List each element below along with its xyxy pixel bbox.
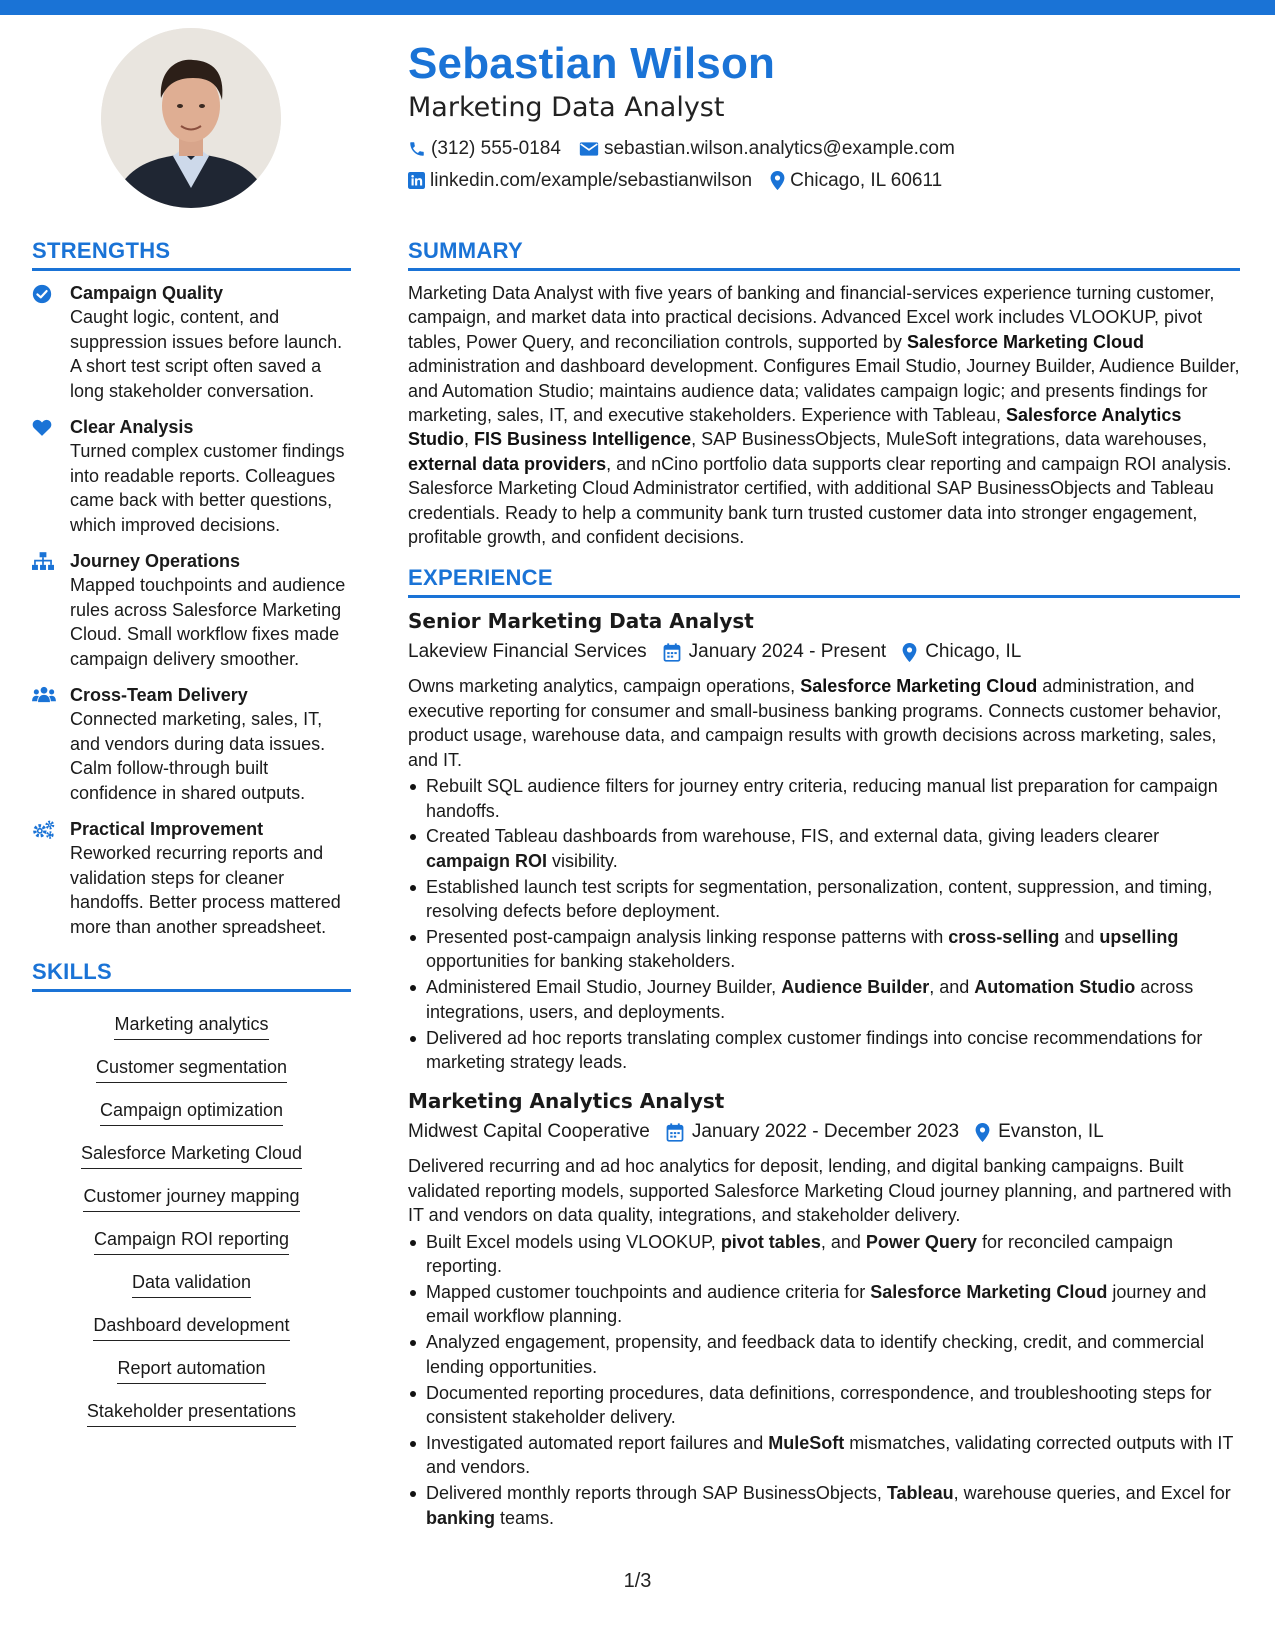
linkedin-icon xyxy=(408,172,425,189)
bullet-item: Created Tableau dashboards from warehouse, FIS, and external data, giving leaders clearer campaign ROI visibility. xyxy=(408,824,1240,873)
strength-item xyxy=(32,415,351,537)
skill-item: Campaign ROI reporting xyxy=(94,1227,289,1255)
map-pin-icon xyxy=(975,1123,990,1142)
strength-item xyxy=(32,281,351,403)
strengths-heading: STRENGTHS xyxy=(32,238,351,271)
job-description: Delivered recurring and ad hoc analytics for deposit, lending, and digital banking campaigns. Built validated reporting models, supported Salesforce Marketing Cloud journey planning, and partnered with IT and vendors on data quality, integrations, and stakeholder delivery. xyxy=(408,1156,1232,1226)
bullet-item: Documented reporting procedures, data definitions, correspondence, and troubleshooting steps for consistent stakeholder delivery. xyxy=(408,1381,1240,1430)
job-location: Evanston, IL xyxy=(975,1120,1104,1144)
strength-item xyxy=(32,683,351,805)
heart-icon xyxy=(32,418,52,437)
strength-desc: Connected marketing, sales, IT, and vendors during data issues. Calm follow-through built confidence in shared outputs. xyxy=(70,709,326,803)
job-dates: January 2022 - December 2023 xyxy=(666,1120,959,1144)
job-entry xyxy=(408,1088,1240,1530)
bullet-item: Mapped customer touchpoints and audience criteria for Salesforce Marketing Cloud journey and email workflow planning. xyxy=(408,1280,1240,1329)
summary-text: Marketing Data Analyst with five years of banking and financial-services experience turning customer, campaign, and market data into practical decisions. Advanced Excel work includes VLOOKUP, pivot tables, Power Query, and reconciliation controls, supported by Salesforce Marketing Cloud administration and dashboard development. Configures Email Studio, Journey Builder, Audience Builder, and Automation Studio; maintains audience data; validates campaign logic; and presents findings for marketing, sales, IT, and executive stakeholders. Experience with Tableau, Salesforce Analytics Studio, FIS Business Intelligence, SAP BusinessObjects, MuleSoft integrations, data warehouses, external data providers, and nCino portfolio data supports clear reporting and campaign ROI analysis. Salesforce Marketing Cloud Administrator certified, with additional SAP BusinessObjects and Tableau credentials. Ready to help a community bank turn trusted customer data into stronger engagement, profitable growth, and confident decisions. xyxy=(408,283,1240,548)
job-meta xyxy=(408,1120,1240,1144)
skills-section xyxy=(32,959,351,1432)
summary-heading: SUMMARY xyxy=(408,238,1240,271)
profile-photo xyxy=(101,28,281,208)
skill-item: Dashboard development xyxy=(93,1313,289,1341)
job-dates: January 2024 - Present xyxy=(663,640,887,664)
strength-title: Campaign Quality xyxy=(70,283,224,303)
bullet-item: Analyzed engagement, propensity, and feedback data to identify checking, credit, and commercial lending opportunities. xyxy=(408,1330,1240,1379)
users-icon xyxy=(32,686,56,703)
sitemap-icon xyxy=(32,552,54,571)
check-circle-icon xyxy=(32,284,52,304)
linkedin-text: linkedin.com/example/sebastianwilson xyxy=(430,169,753,191)
bullet-item: Delivered monthly reports through SAP BusinessObjects, Tableau, warehouse queries, and Excel for banking teams. xyxy=(408,1481,1240,1530)
strengths-list xyxy=(32,281,351,939)
strength-item xyxy=(32,549,351,671)
candidate-title: Marketing Data Analyst xyxy=(408,92,725,124)
strength-title: Cross-Team Delivery xyxy=(70,685,248,705)
experience-section xyxy=(408,565,1240,1530)
contact-row-2 xyxy=(408,169,1238,193)
job-entry xyxy=(408,608,1240,1074)
bullet-item: Established launch test scripts for segmentation, personalization, content, suppression, and timing, resolving defects before deployment. xyxy=(408,875,1240,924)
phone-icon xyxy=(408,140,426,158)
map-pin-icon xyxy=(770,171,785,190)
job-meta xyxy=(408,640,1240,664)
top-accent-bar xyxy=(0,0,1275,15)
gears-icon xyxy=(32,820,56,840)
skill-item: Marketing analytics xyxy=(114,1012,268,1040)
strength-desc: Mapped touchpoints and audience rules across Salesforce Marketing Cloud. Small workflow fixes made campaign delivery smoother. xyxy=(70,575,346,669)
page-number: 1/3 xyxy=(623,1570,652,1592)
calendar-icon xyxy=(663,643,681,662)
skill-item: Salesforce Marketing Cloud xyxy=(81,1141,302,1169)
resume-header xyxy=(408,40,1238,193)
contact-row-1 xyxy=(408,137,1238,161)
strength-desc: Caught logic, content, and suppression issues before launch. A short test script often saved a long stakeholder conversation. xyxy=(70,307,343,401)
strength-title: Clear Analysis xyxy=(70,417,194,437)
job-bullets xyxy=(408,1230,1240,1530)
bullet-item: Delivered ad hoc reports translating complex customer findings into concise recommendations for marketing strategy leads. xyxy=(408,1026,1240,1075)
bullet-item: Built Excel models using VLOOKUP, pivot tables, and Power Query for reconciled campaign reporting. xyxy=(408,1230,1240,1279)
email-text: sebastian.wilson.analytics@example.com xyxy=(603,137,955,159)
strength-title: Practical Improvement xyxy=(70,819,264,839)
right-column xyxy=(408,238,1240,1532)
calendar-icon xyxy=(666,1123,684,1142)
skills-heading: SKILLS xyxy=(32,959,351,992)
skills-list xyxy=(32,1002,351,1432)
strength-desc: Reworked recurring reports and validation steps for cleaner handoffs. Better process mattered more than another spreadsheet. xyxy=(70,843,341,937)
experience-heading: EXPERIENCE xyxy=(408,565,1240,598)
job-description: Owns marketing analytics, campaign operations, Salesforce Marketing Cloud administration, and executive reporting for consumer and small-business banking programs. Connects customer behavior, product usage, warehouse data, and campaign results with growth decisions across marketing, sales, and IT. xyxy=(408,676,1222,770)
skill-item: Data validation xyxy=(132,1270,251,1298)
map-pin-icon xyxy=(902,643,917,662)
candidate-name: Sebastian Wilson xyxy=(408,39,776,88)
email-icon xyxy=(579,141,599,157)
company-name: Midwest Capital Cooperative xyxy=(408,1121,650,1143)
linkedin-contact[interactable] xyxy=(408,170,752,192)
skill-item: Stakeholder presentations xyxy=(87,1399,296,1427)
left-column xyxy=(32,238,351,1432)
company-name: Lakeview Financial Services xyxy=(408,641,647,663)
email-contact[interactable] xyxy=(579,138,955,160)
skill-item: Customer segmentation xyxy=(96,1055,287,1083)
bullet-item: Presented post-campaign analysis linking response patterns with cross-selling and upselling opportunities for banking stakeholders. xyxy=(408,925,1240,974)
job-bullets xyxy=(408,774,1240,1074)
bullet-item: Rebuilt SQL audience filters for journey entry criteria, reducing manual list preparation for campaign handoffs. xyxy=(408,774,1240,823)
phone-contact[interactable] xyxy=(408,138,561,160)
bullet-item: Investigated automated report failures and MuleSoft mismatches, validating corrected outputs with IT and vendors. xyxy=(408,1431,1240,1480)
job-title: Marketing Analytics Analyst xyxy=(408,1089,725,1114)
location-contact xyxy=(770,170,942,192)
bullet-item: Administered Email Studio, Journey Builder, Audience Builder, and Automation Studio across integrations, users, and deployments. xyxy=(408,975,1240,1024)
strength-item xyxy=(32,817,351,939)
phone-text: (312) 555-0184 xyxy=(431,137,561,159)
skill-item: Customer journey mapping xyxy=(83,1184,299,1212)
location-text: Chicago, IL 60611 xyxy=(790,169,943,191)
job-title: Senior Marketing Data Analyst xyxy=(408,609,754,634)
skill-item: Campaign optimization xyxy=(100,1098,283,1126)
strength-title: Journey Operations xyxy=(70,551,241,571)
skill-item: Report automation xyxy=(117,1356,265,1384)
strength-desc: Turned complex customer findings into readable reports. Colleagues came back with better questions, which improved decisions. xyxy=(70,441,345,535)
job-location: Chicago, IL xyxy=(902,640,1021,664)
